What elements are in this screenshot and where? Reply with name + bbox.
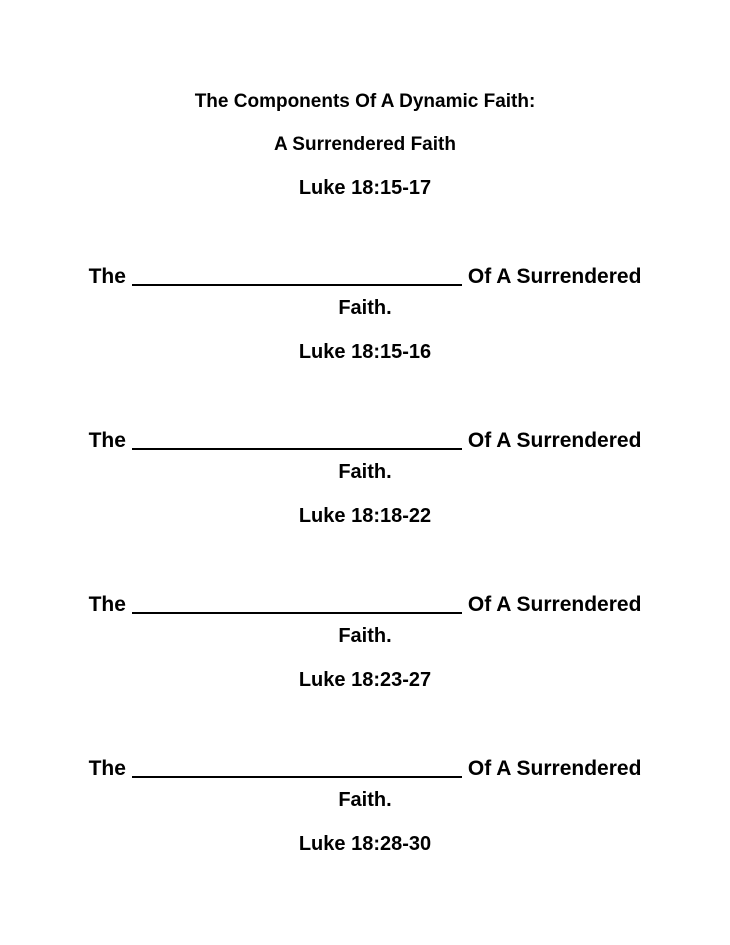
main-scripture-reference: Luke 18:15-17 bbox=[298, 177, 432, 199]
fill-in-blank-4[interactable] bbox=[132, 756, 462, 778]
fill-in-statement-4 bbox=[0, 756, 730, 779]
fill-in-blank-2[interactable] bbox=[132, 428, 462, 450]
statement-suffix: Of A Surrendered bbox=[467, 429, 642, 452]
statement-suffix: Of A Surrendered bbox=[467, 265, 642, 288]
statement-prefix: The bbox=[88, 593, 126, 616]
statement-prefix: The bbox=[88, 265, 126, 288]
scripture-reference-2: Luke 18:18-22 bbox=[298, 505, 432, 527]
statement-prefix: The bbox=[88, 429, 126, 452]
statement-suffix: Of A Surrendered bbox=[467, 757, 642, 780]
statement-suffix: Of A Surrendered bbox=[467, 593, 642, 616]
scripture-reference-1: Luke 18:15-16 bbox=[298, 341, 432, 363]
scripture-reference-4: Luke 18:28-30 bbox=[298, 833, 432, 855]
statement-prefix: The bbox=[88, 757, 126, 780]
page-title: The Components Of A Dynamic Faith: bbox=[194, 91, 536, 112]
fill-in-statement-3 bbox=[0, 592, 730, 615]
fill-in-blank-3[interactable] bbox=[132, 592, 462, 614]
statement-continuation-2: Faith. bbox=[338, 461, 392, 483]
scripture-reference-3: Luke 18:23-27 bbox=[298, 669, 432, 691]
fill-in-statement-1 bbox=[0, 264, 730, 287]
statement-continuation-4: Faith. bbox=[338, 789, 392, 811]
page-subtitle: A Surrendered Faith bbox=[274, 134, 456, 155]
fill-in-blank-1[interactable] bbox=[132, 264, 462, 286]
statement-continuation-1: Faith. bbox=[338, 297, 392, 319]
statement-continuation-3: Faith. bbox=[338, 625, 392, 647]
fill-in-statement-2 bbox=[0, 428, 730, 451]
